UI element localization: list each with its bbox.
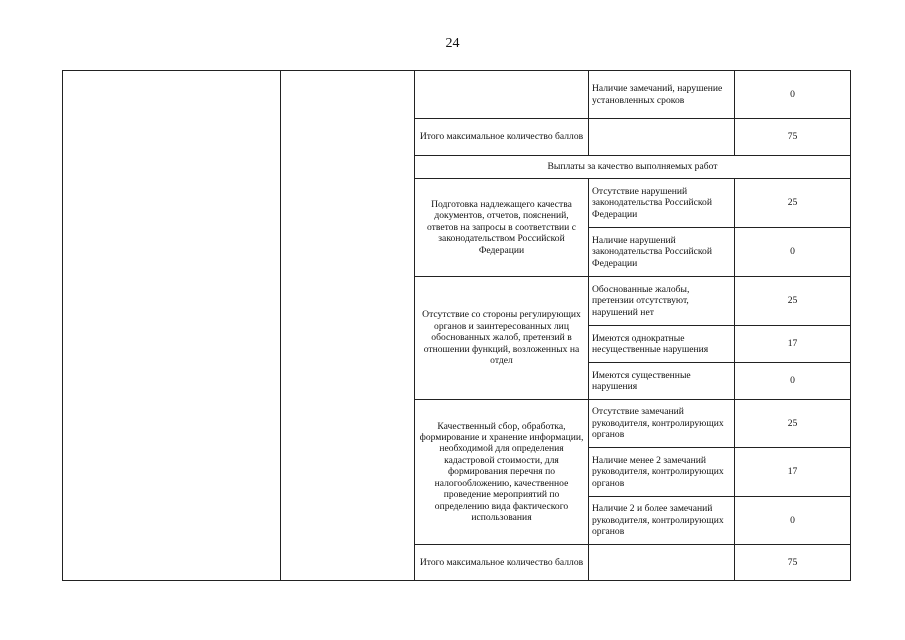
criterion-2: Отсутствие со стороны регулирующих органов и заинтересованных лиц обоснованных жалоб, претензий в отношении функций, возложенных на отдел — [415, 277, 589, 400]
condition-cell: Наличие менее 2 замечаний руководителя, контролирующих органов — [589, 448, 735, 497]
score-cell: 0 — [735, 363, 851, 400]
score-cell: 25 — [735, 400, 851, 448]
criterion-3: Качественный сбор, обработка, формирование и хранение информации, необходимой для определения кадастровой стоимости, для формирования перечня по налогообложению, качественное проведение мероприятий по определению вида фактического использования — [415, 400, 589, 545]
condition-cell: Отсутствие замечаний руководителя, контролирующих органов — [589, 400, 735, 448]
blank-column-2 — [281, 71, 415, 581]
condition-cell: Отсутствие нарушений законодательства Российской Федерации — [589, 179, 735, 228]
condition-cell: Имеются однократные несущественные нарушения — [589, 326, 735, 363]
total-label: Итого максимальное количество баллов — [415, 545, 589, 581]
total-label: Итого максимальное количество баллов — [415, 119, 589, 156]
condition-cell: Имеются существенные нарушения — [589, 363, 735, 400]
condition-cell: Наличие 2 и более замечаний руководителя, контролирующих органов — [589, 497, 735, 545]
total-score: 75 — [735, 119, 851, 156]
section-header: Выплаты за качество выполняемых работ — [415, 156, 851, 179]
condition-cell: Обоснованные жалобы, претензии отсутствуют, нарушений нет — [589, 277, 735, 326]
table-cell — [415, 71, 589, 119]
condition-cell: Наличие нарушений законодательства Российской Федерации — [589, 228, 735, 277]
table-cell — [589, 545, 735, 581]
criteria-table — [62, 70, 851, 581]
score-cell: 17 — [735, 326, 851, 363]
score-cell: 25 — [735, 277, 851, 326]
criterion-1: Подготовка надлежащего качества документов, отчетов, пояснений, ответов на запросы в соответствии с законодательством Российской Федерации — [415, 179, 589, 277]
table-row — [63, 71, 851, 119]
score-cell: 17 — [735, 448, 851, 497]
table-cell — [589, 119, 735, 156]
score-cell: 0 — [735, 71, 851, 119]
score-cell: 25 — [735, 179, 851, 228]
page-number: 24 — [445, 36, 460, 51]
score-cell: 0 — [735, 228, 851, 277]
blank-column-1 — [63, 71, 281, 581]
score-cell: 0 — [735, 497, 851, 545]
condition-cell: Наличие замечаний, нарушение установленных сроков — [589, 71, 735, 119]
total-score: 75 — [735, 545, 851, 581]
